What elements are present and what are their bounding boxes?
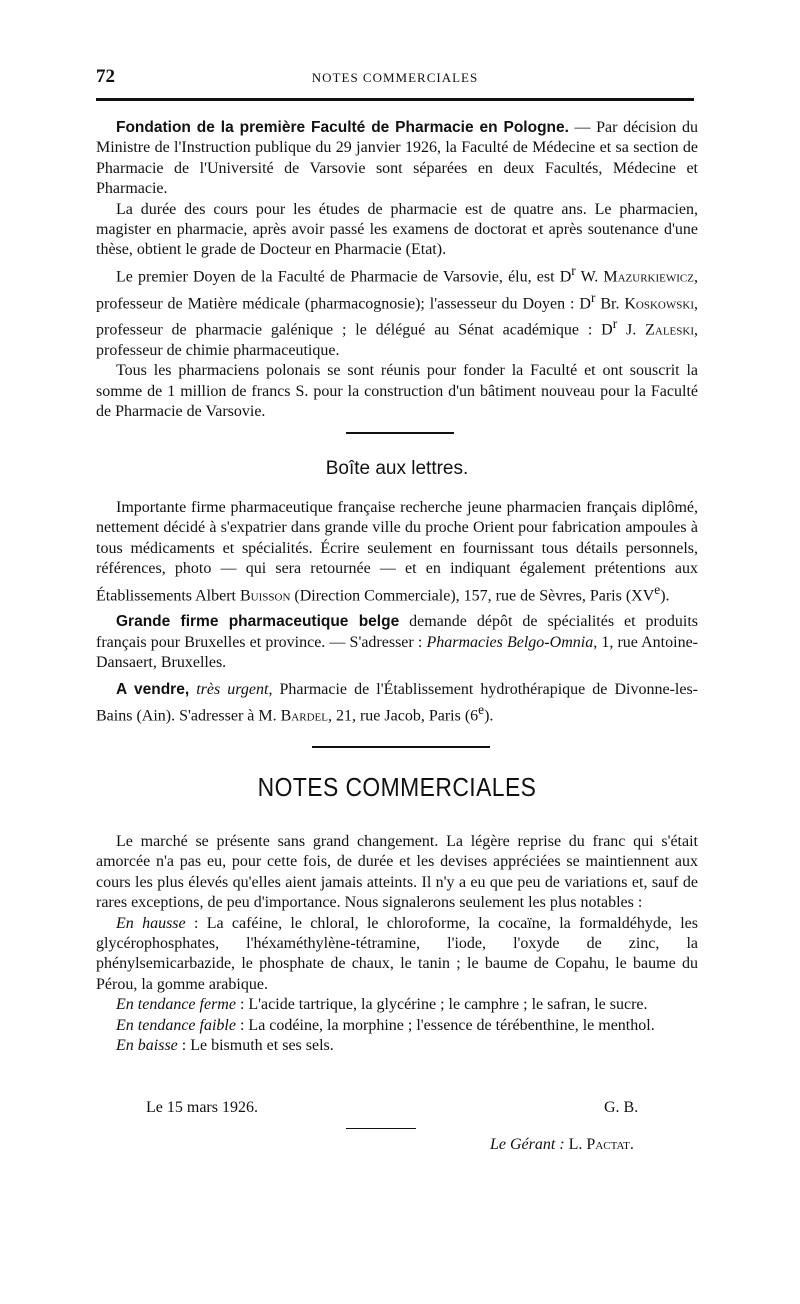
notes-date: Le 15 mars 1926.: [146, 1099, 258, 1116]
fondation-title: Fondation de la première Faculté de Pharmacie en Pologne.: [116, 119, 569, 136]
notes-body: [96, 832, 698, 1056]
boite-ads: [96, 498, 698, 727]
fondation-paragraph-3: Le premier Doyen de la Faculté de Pharmacie de Varsovie, élu, est $D^r$ W. Mazurkiewicz, professeur de Matière médicale (pharmacognosie); l'assesseur du Doyen : $D^r$ Br. Koskowski, professeur de pharmacie galénique ; le délégué au Sénat académique : $D^r$ J. Zaleski, professeur de chimie pharmaceutique.: [96, 262, 698, 360]
person-name: Mazurkiewicz: [603, 268, 694, 286]
person-name: Koskowski: [624, 294, 694, 312]
separator-rule: [346, 1128, 416, 1129]
fondation-paragraph-2: La durée des cours pour les études de pharmacie est de quatre ans. Le pharmacien, magister en pharmacie, après avoir passé les examens de doctorat et après soutenance d'une thèse, obtient le grade de Docteur en Pharmacie (Etat).: [96, 200, 698, 259]
person-name: Zaleski: [645, 321, 694, 339]
fondation-paragraph-1: Fondation de la première Faculté de Pharmacie en Pologne. — Par décision du Ministre de l'Instruction publique du 29 janvier 1926, la Faculté de Médecine et sa section de Pharmacie de l'Université de Varsovie sont séparées en deux Facultés, Médecine et Pharmacie.: [96, 119, 699, 198]
separator-rule: [312, 746, 490, 748]
notes-hausse: En hausse : La caféine, le chloral, le chloroforme, la cocaïne, la formaldéhyde, les glycérophosphates, l'héxaméthylène-tétramine, l'iode, l'oxyde de zinc, la phénylsemicarbazide, le phosphate de chaux, le tanin ; le baume de Copahu, le baume du Pérou, la gomme arabique.: [96, 914, 698, 993]
header-rule: [96, 98, 694, 101]
fondation-article: [96, 118, 698, 423]
boite-heading: Boîte aux lettres.: [325, 458, 469, 479]
notes-heading: NOTES COMMERCIALES: [257, 772, 537, 802]
running-head: [96, 66, 694, 90]
ad-paragraph-1: Importante firme pharmaceutique française recherche jeune pharmacien français diplômé, nettement décidé à s'expatrier dans grande ville du proche Orient pour fabrication ampoules à tous médicaments et spécialités. Écrire seulement en fournissant tous détails personnels, références, photo — qui sera retournée — et en indiquant également prétentions aux Établissements Albert Buisson (Direction Commerciale), 157, rue de Sèvres, Paris (XVe).: [96, 499, 698, 604]
notes-ferme: En tendance ferme : L'acide tartrique, la glycérine ; le camphre ; le safran, le sucre.: [116, 996, 648, 1014]
running-title: NOTES COMMERCIALES: [311, 70, 479, 85]
fondation-paragraph-4: Tous les pharmaciens polonais se sont réunis pour fonder la Faculté et ont souscrit la somme de 1 million de francs S. pour la construction d'un bâtiment nouveau pour la Faculté de Pharmacie de Varsovie.: [96, 362, 698, 421]
notes-initials: G. B.: [604, 1099, 639, 1116]
ad-paragraph-2: Grande firme pharmaceutique belge demande dépôt de spécialités et produits français pour Bruxelles et province. — S'adresser : Pharmacies Belgo-Omnia, 1, rue Antoine-Dansaert, Bruxelles.: [96, 613, 699, 672]
notes-faible: En tendance faible : La codéine, la morphine ; l'essence de térébenthine, le menthol.: [116, 1016, 655, 1034]
gerant-signature-line: Le Gérant : L. Pactat.: [490, 1136, 634, 1153]
notes-intro: Le marché se présente sans grand changement. La légère reprise du franc qui s'était amorcée n'a pas eu, pour cette fois, de durée et les devises appréciées se maintiennent aux cours les plus élevés qu'elles aient jamais atteints. Il n'y a eu que peu de variations et, sauf de rares exceptions, de peu d'importance. Nous signalerons seulement les plus notables :: [96, 833, 698, 912]
separator-rule: [346, 432, 454, 434]
ad-paragraph-3: A vendre, très urgent, Pharmacie de l'Établissement hydrothérapique de Divonne-les-Bains (Ain). S'adresser à M. Bardel, 21, rue Jacob, Paris (6e).: [96, 680, 698, 725]
notes-baisse: En baisse : Le bismuth et ses sels.: [116, 1037, 334, 1055]
page-number: 72: [96, 66, 115, 87]
